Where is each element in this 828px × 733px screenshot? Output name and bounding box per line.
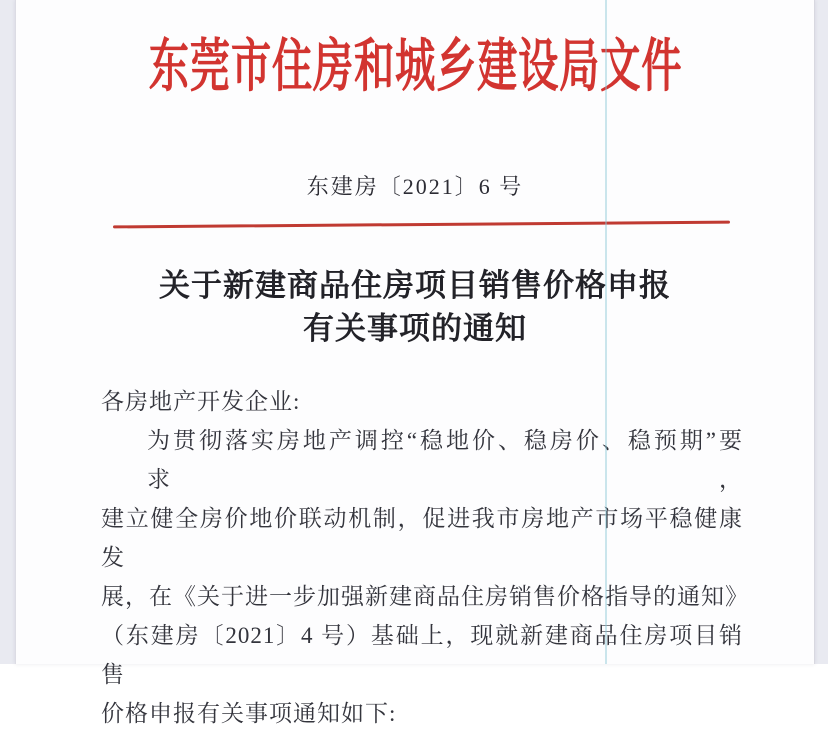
red-separator-rule <box>113 221 730 229</box>
paragraph-line: 价格申报有关事项通知如下: <box>101 701 397 726</box>
notice-title <box>16 264 814 350</box>
paragraph-line: 展，在《关于进一步加强新建商品住房销售价格指导的通知》 <box>101 584 749 609</box>
document-body <box>101 382 749 733</box>
notice-title-line2: 有关事项的通知 <box>303 311 527 346</box>
notice-title-line1: 关于新建商品住房项目销售价格申报 <box>159 268 671 303</box>
salutation: 各房地产开发企业: <box>101 389 301 414</box>
paragraph-line: （东建房〔2021〕4 号）基础上，现就新建商品住房项目销售 <box>101 623 743 687</box>
agency-masthead <box>16 30 814 104</box>
paragraph-line: 建立健全房价地价联动机制，促进我市房地产市场平稳健康发 <box>101 506 743 570</box>
agency-masthead-text: 东莞市住房和城乡建设局文件 <box>148 35 682 99</box>
document-page <box>15 0 815 726</box>
paragraph-line: 为贯彻落实房地产调控“稳地价、稳房价、稳预期”要求， <box>147 428 743 492</box>
document-number: 东建房〔2021〕6 号 <box>306 174 524 199</box>
